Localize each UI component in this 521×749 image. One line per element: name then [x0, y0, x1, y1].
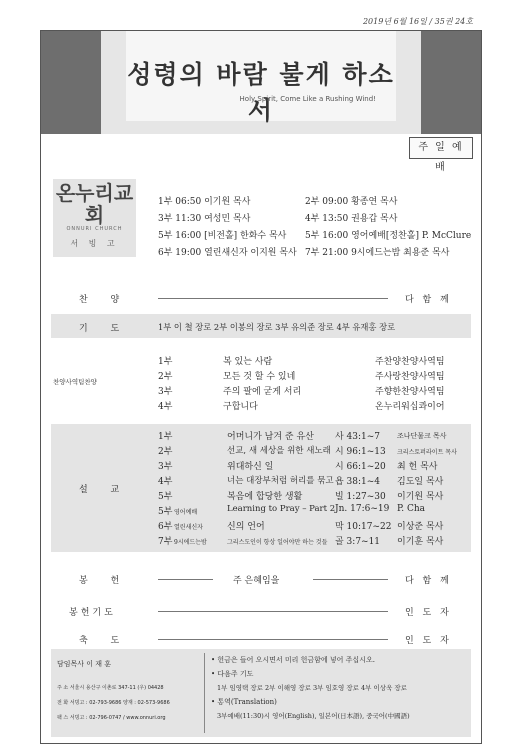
- logo-name: 온누리교회: [55, 181, 134, 227]
- prayer-elders: 1부 이 철 장로 2부 이봉의 장로 3부 유의준 장로 4부 유재홍 장로: [158, 322, 396, 332]
- sermon-preacher: 이기원 목사: [397, 492, 444, 502]
- offering-label: 봉 헌: [79, 576, 130, 586]
- benediction-value: 인 도 자: [405, 636, 452, 646]
- service-time: 5부 16:00 [비전홀] 한화수 목사: [158, 231, 287, 241]
- benediction-line: [158, 639, 388, 640]
- offering-hymn: 주 은혜임을: [233, 576, 280, 586]
- footer-divider: [204, 653, 205, 733]
- service-time: 5부 16:00 영어예배[정찬홀] P. McClure: [305, 231, 472, 241]
- senior-pastor: 담임목사 이 재 훈: [57, 660, 112, 668]
- section-tag: 주 일 예 배: [409, 137, 473, 159]
- offering-prayer-label: 봉헌기도: [69, 608, 116, 618]
- praise-team: 주찬양찬양사역팀: [375, 357, 445, 367]
- sermon-title: 그리스도인이 항상 일어야만 하는 것들: [227, 539, 328, 546]
- sermon-title: 너는 대장부처럼 허리를 묶고: [227, 476, 334, 486]
- sermon-preacher: 크리스토퍼라이트 목사: [397, 449, 457, 456]
- sermon-verse: 막 10:17~22: [335, 522, 392, 532]
- hymn-value: 다 함 께: [405, 295, 452, 305]
- sermon-part: 2부: [158, 447, 173, 457]
- offering-line-left: [158, 579, 213, 580]
- sermon-part: 3부: [158, 462, 173, 472]
- church-address: 주 소 서울시 용산구 이촌로 347-11 (우) 04428: [57, 685, 164, 691]
- church-phone: 전 화 서빙고 : 02-793-9686 양재 : 02-573-9686: [57, 700, 170, 706]
- praise-part: 4부: [158, 402, 173, 412]
- sermon-title: 선교, 새 세상을 위한 새노래: [227, 446, 331, 456]
- offering-prayer-line: [158, 611, 388, 612]
- sermon-title: Learning to Pray – Part 2: [227, 504, 336, 514]
- hymn-line: [158, 298, 388, 299]
- benediction-label: 축 도: [79, 636, 130, 646]
- sermon-part: 4부: [158, 477, 173, 487]
- sermon-verse: 빌 1:27~30: [335, 492, 386, 502]
- church-fax-web: 팩 스 서빙고 : 02-796-0747 / www.onnuri.org: [57, 715, 166, 721]
- banner-right-bar: [421, 31, 481, 134]
- sermon-preacher: 이기훈 목사: [397, 537, 444, 547]
- sermon-preacher: 김도일 목사: [397, 477, 444, 487]
- footer-info: [51, 649, 471, 737]
- offering-prayer-value: 인 도 자: [405, 608, 452, 618]
- notice-detail: 3부예배(11:30)시 영어(English), 일본어(日本語), 중국어(中國語): [217, 712, 410, 720]
- sermon-part: 6부: [158, 522, 173, 532]
- sermon-preacher: P. Cha: [397, 504, 426, 514]
- praise-song: 주의 팔에 굳게 서리: [223, 387, 302, 397]
- sermon-title: 어머니가 남겨 준 유산: [227, 432, 314, 442]
- bulletin-page: [40, 30, 482, 744]
- sermon-verse: 시 66:1~20: [335, 462, 386, 472]
- sermon-part-note: 9시에드는밤: [174, 539, 207, 546]
- sermon-preacher: 최 헌 목사: [397, 462, 438, 472]
- logo-english: ONNURI CHURCH: [66, 226, 123, 232]
- sermon-part: 5부: [158, 492, 173, 502]
- service-time: 2부 09:00 황종연 목사: [305, 197, 398, 207]
- notice: • 헌금은 들어 오시면서 미리 헌금함에 넣어 주십시오.: [211, 656, 375, 664]
- praise-part: 3부: [158, 387, 173, 397]
- sermon-title: 신의 언어: [227, 522, 265, 532]
- sermon-title: 복음에 합당한 생활: [227, 492, 303, 502]
- prayer-label: 기 도: [79, 324, 130, 334]
- sermon-part: 7부: [158, 537, 173, 547]
- notice-detail: 1부 임영택 장로 2부 이해영 장로 3부 임호영 장로 4부 이상욱 장로: [217, 684, 407, 692]
- sermon-part: 5부: [158, 507, 173, 517]
- sermon-verse: 욥 38:1~4: [335, 477, 381, 487]
- service-time: 4부 13:50 권용갑 목사: [305, 214, 398, 224]
- sermon-verse: 골 3:7~11: [335, 537, 381, 547]
- sermon-part: 1부: [158, 432, 173, 442]
- offering-value: 다 함 께: [405, 576, 452, 586]
- praise-team: 주향한찬양사역팀: [375, 387, 445, 397]
- praise-label: 찬양사역팀찬양: [53, 378, 97, 386]
- sermon-part-note: 열린새신자: [174, 524, 203, 531]
- church-logo: [53, 179, 136, 257]
- service-time: 7부 21:00 9시에드는밤 최용준 목사: [305, 248, 450, 258]
- title-banner: [41, 31, 481, 134]
- sermon-verse: 시 96:1~13: [335, 447, 386, 457]
- service-time: 1부 06:50 이기원 목사: [158, 197, 251, 207]
- sermon-verse: 사 43:1~7: [335, 432, 381, 442]
- hymn-label: 찬 양: [79, 295, 130, 305]
- sermon-preacher: 이상준 목사: [397, 522, 444, 532]
- banner-subtitle: Holy Spirit, Come Like a Rushing Wind!: [239, 95, 376, 103]
- praise-part: 2부: [158, 372, 173, 382]
- sermon-title: 위대하신 일: [227, 462, 274, 472]
- praise-song: 복 있는 사람: [223, 357, 273, 367]
- praise-team: 주사랑찬양사역팀: [375, 372, 445, 382]
- issue-date: 2019년 6월 16일 / 35권 24호: [362, 17, 473, 26]
- praise-part: 1부: [158, 357, 173, 367]
- logo-campus: 서 빙 고: [70, 239, 119, 248]
- banner-inner: [126, 31, 396, 125]
- sermon-part-note: 영어예배: [174, 509, 198, 516]
- praise-team: 온누리워십콰이어: [375, 402, 445, 412]
- service-time: 3부 11:30 여성민 목사: [158, 214, 251, 224]
- praise-song: 모든 것 할 수 있네: [223, 372, 296, 382]
- notice: • 통역(Translation): [211, 698, 277, 706]
- notice: • 다음주 기도: [211, 670, 254, 678]
- sermon-label: 설 교: [79, 485, 130, 495]
- service-time: 6부 19:00 열린새신자 이지원 목사: [158, 248, 297, 258]
- offering-line-right: [313, 579, 388, 580]
- sermon-verse: Jn. 17:6~19: [335, 504, 390, 514]
- banner-title: 성령의 바람 불게 하소서: [127, 60, 395, 125]
- sermon-preacher: 조나단물크 목사: [397, 432, 447, 440]
- banner-left-bar: [41, 31, 101, 134]
- praise-song: 구합니다: [223, 402, 258, 412]
